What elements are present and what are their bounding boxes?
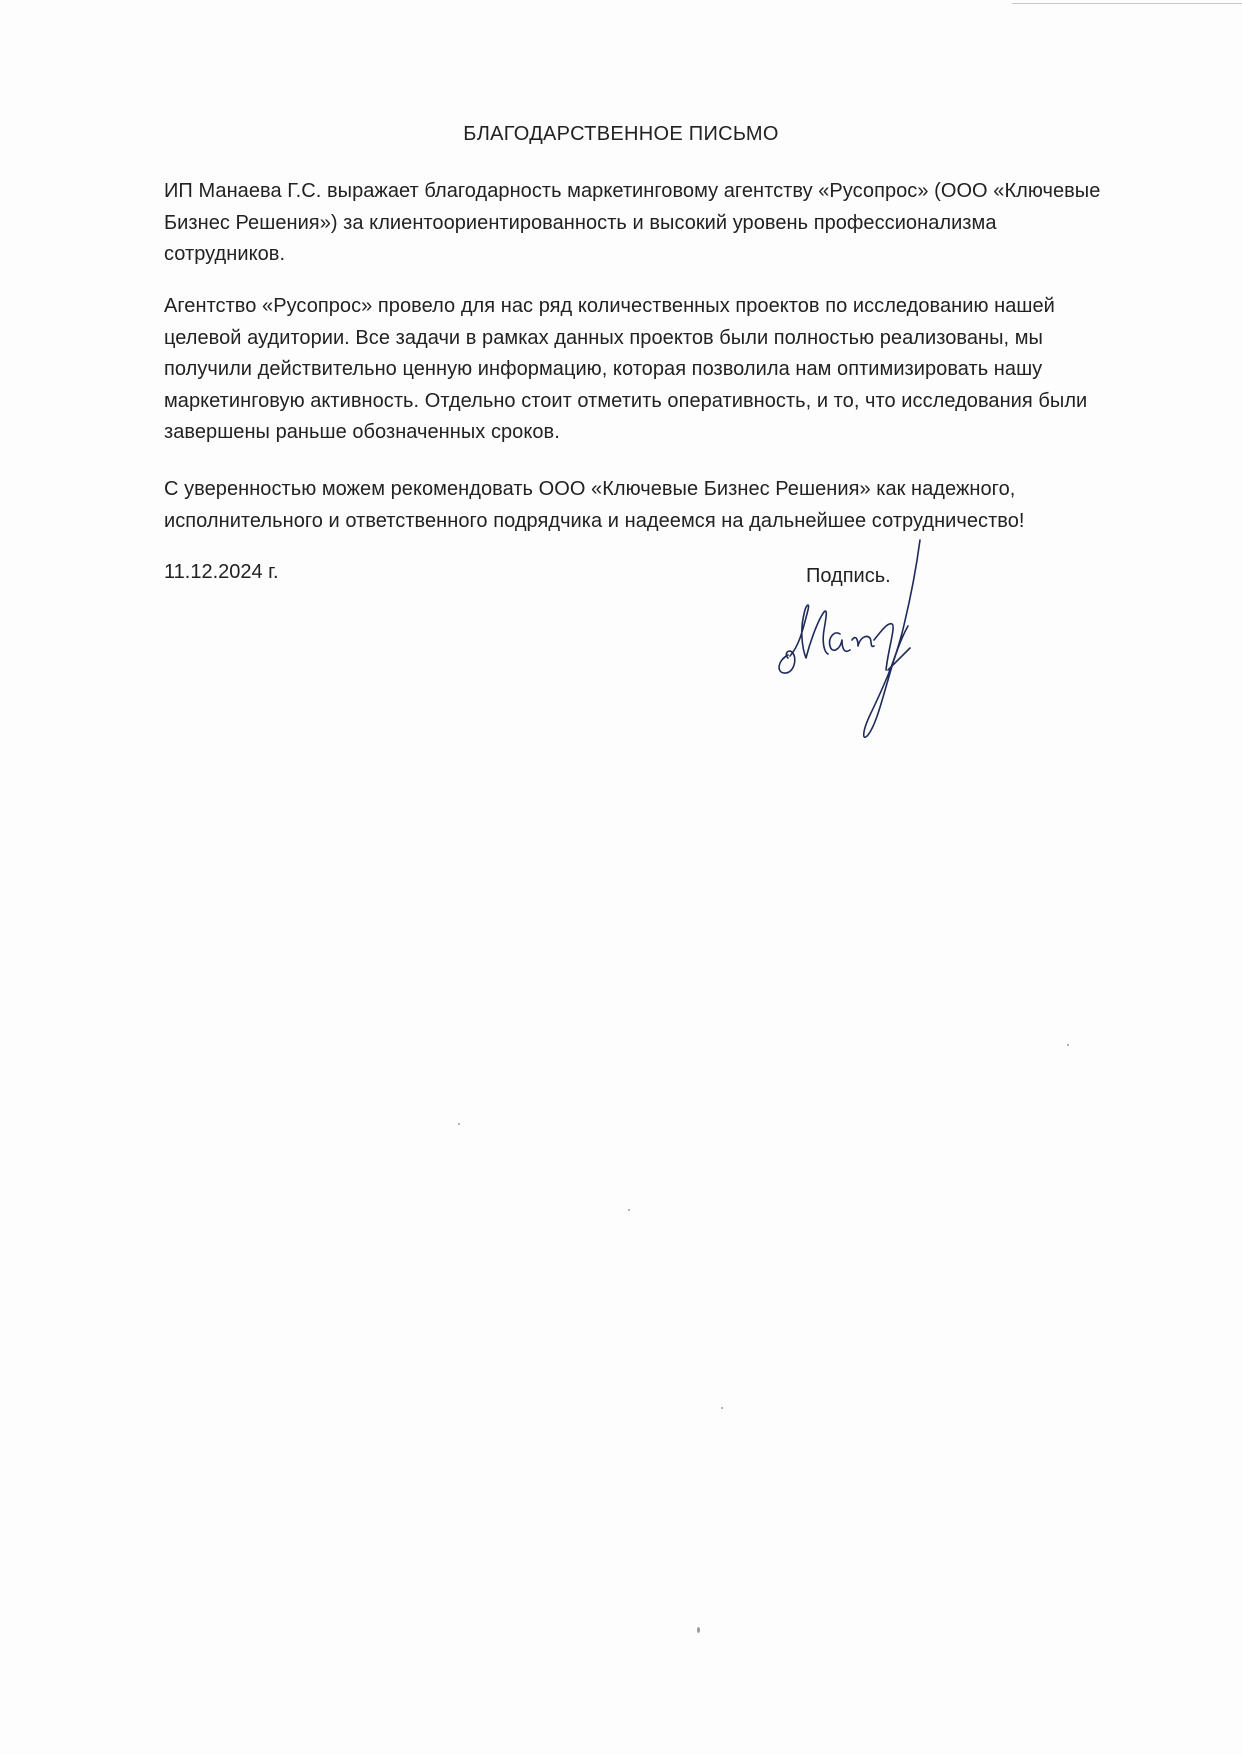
- paragraph-line: ИП Манаева Г.С. выражает благодарность маркетинговому агентству «Русопрос» (ООО «Ключевые: [164, 180, 1101, 202]
- scan-edge-line: [1012, 3, 1242, 4]
- paragraph-line: сотрудников.: [164, 243, 286, 265]
- signature-label: Подпись.: [806, 565, 891, 587]
- handwritten-signature: [770, 530, 1030, 760]
- paragraph-line: целевой аудитории. Все задачи в рамках данных проектов были полностью реализованы, мы: [164, 326, 1043, 349]
- scan-speck: [628, 1209, 630, 1211]
- paragraph-gratitude: [164, 176, 1144, 271]
- paragraph-line: Бизнес Решения») за клиентоориентированность и высокий уровень профессионализма: [164, 211, 997, 234]
- paragraph-line: завершены раньше обозначенных сроков.: [164, 421, 560, 443]
- paragraph-line: маркетинговую активность. Отдельно стоит отметить оперативность, и то, что исследования были: [164, 389, 1088, 412]
- letter-title: БЛАГОДАРСТВЕННОЕ ПИСЬМО: [463, 123, 779, 145]
- scan-speck: [697, 1627, 700, 1633]
- scan-speck: [721, 1407, 723, 1409]
- scan-speck: [1067, 1044, 1069, 1046]
- letter-date: 11.12.2024 г.: [164, 561, 279, 583]
- paragraph-line: получили действительно ценную информацию, которая позволила нам оптимизировать нашу: [164, 358, 1043, 380]
- paragraph-projects: [164, 291, 1144, 449]
- paragraph-recommendation: [164, 474, 1144, 537]
- paragraph-line: исполнительного и ответственного подрядчика и надеемся на дальнейшее сотрудничество!: [164, 509, 1025, 532]
- scan-speck: [458, 1123, 460, 1125]
- paragraph-line: Агентство «Русопрос» провело для нас ряд количественных проектов по исследованию нашей: [164, 295, 1055, 317]
- paragraph-line: С уверенностью можем рекомендовать ООО «Ключевые Бизнес Решения» как надежного,: [164, 478, 1016, 500]
